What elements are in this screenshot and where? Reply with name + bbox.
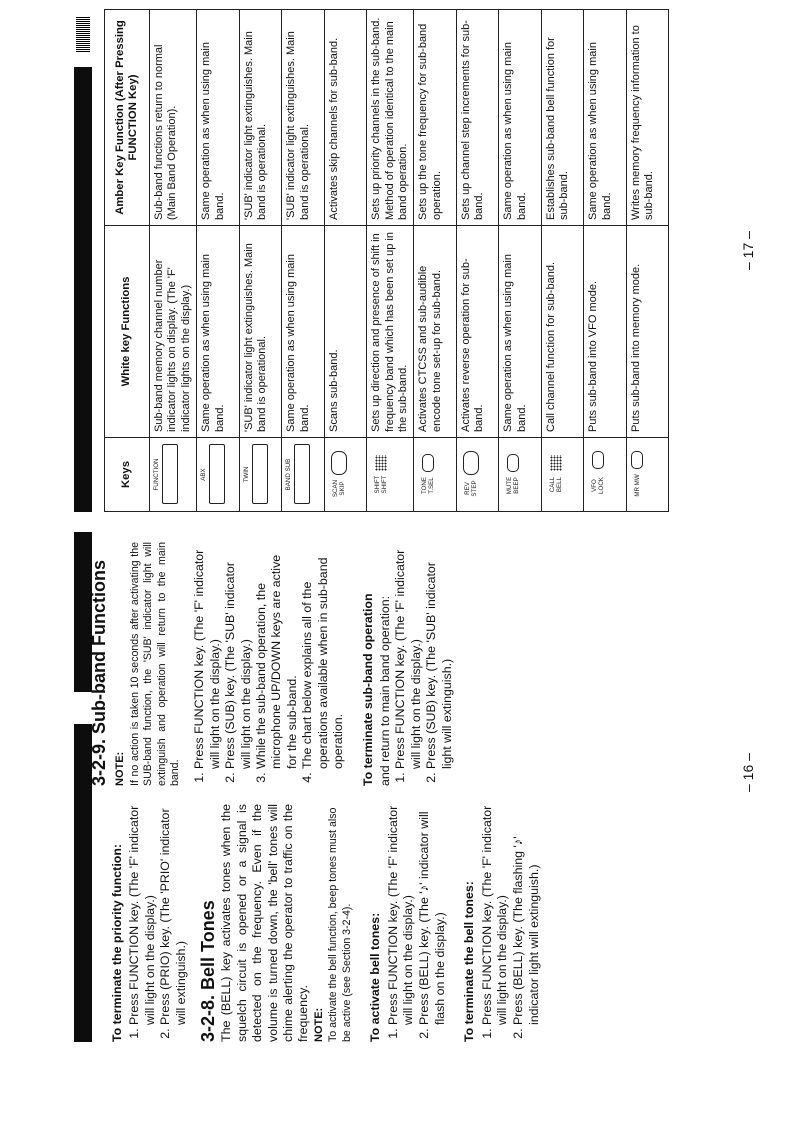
table-row <box>367 10 414 512</box>
key-cell <box>499 438 542 512</box>
key-cell <box>282 438 325 512</box>
white-cell: Puts sub-band into memory mode. <box>626 226 669 438</box>
bell-on-steps <box>386 804 449 1042</box>
table-row <box>541 10 584 512</box>
page-number-17: – 17 – <box>740 231 756 270</box>
key-cell <box>367 438 414 512</box>
table-row <box>456 10 499 512</box>
key-label: REV STEP <box>463 480 478 497</box>
subband-key-table <box>104 9 669 512</box>
key-cell <box>626 438 669 512</box>
band-sub-key-icon <box>294 445 310 505</box>
priority-off-heading: To terminate the priority function: <box>110 843 124 1042</box>
bell-off-heading: To terminate the bell tones: <box>462 881 477 1042</box>
bell-on-step-1: 1. Press FUNCTION key. (The 'F' indicator will light on the display.) <box>386 804 417 1025</box>
key-cell <box>239 438 282 512</box>
key-label: SCAN SKIP <box>331 479 346 498</box>
subband-step-3: 3. While the sub-band operation, the microphone UP/DOWN keys are active for the sub-band. <box>254 542 300 769</box>
header-white: White key Functions <box>105 226 150 438</box>
priority-off-step-1: 1. Press FUNCTION key. (The 'F' indicator will light on the display.) <box>127 804 158 1025</box>
subband-note-label: NOTE: <box>114 751 127 786</box>
key-cell <box>456 438 499 512</box>
table-row <box>414 10 457 512</box>
bell-icon: ♪ <box>416 884 432 892</box>
subband-step-1: 1. Press FUNCTION key. (The 'F' indicator will light on the display.) <box>192 542 223 769</box>
subband-note-text: If no action is taken 10 seconds after activating the SUB-band function, the 'SUB' indicator light will extinguish and operation will return to the main band. <box>128 542 182 786</box>
key-cell <box>324 438 367 512</box>
key-label: CALL BELL <box>548 476 563 493</box>
amber-cell: Sets up priority channels in the sub-band. Method of operation identical to the main band operation. <box>367 10 414 226</box>
amber-cell: Writes memory frequency information to sub-band. <box>626 10 669 226</box>
table-header-row <box>105 10 150 512</box>
table-row <box>282 10 325 512</box>
key-cell <box>150 438 197 512</box>
shift-key-dots-icon <box>375 456 387 472</box>
subband-terminate-step-1: 1. Press FUNCTION key. (The 'F' indicator will light on the display.) <box>393 542 424 769</box>
amber-cell: 'SUB' indicator light extinguishes. Main band is operational. <box>239 10 282 226</box>
subband-step-4: 4. The chart below explains all of the operations available when in sub-band operation. <box>300 542 346 769</box>
subband-terminate-heading: To terminate sub-band operation <box>360 593 375 786</box>
page-16-column-1 <box>96 804 542 1042</box>
bell-off-steps <box>480 804 543 1042</box>
subband-terminate-intro: and return to main band operation: <box>377 595 392 786</box>
page-17-header-bar <box>74 67 92 512</box>
white-cell: Same operation as when using main band. <box>282 226 325 438</box>
amber-cell: Same operation as when using main band. <box>197 10 240 226</box>
white-cell: Sets up direction and presence of shift in frequency band which has been set up in the sub-band. <box>367 226 414 438</box>
scan-key-icon <box>331 452 347 476</box>
key-cell <box>584 438 627 512</box>
amber-cell: Establishes sub-band bell function for sub-band. <box>541 10 584 226</box>
priority-off-step-2: 2. Press (PRIO) key. (The 'PRIO' indicator will extinguish.) <box>158 804 189 1025</box>
twin-key-icon <box>252 445 268 505</box>
amber-cell: Same operation as when using main band. <box>584 10 627 226</box>
abx-key-icon <box>209 445 225 505</box>
vfo-key-icon <box>592 452 604 470</box>
page-16-column-2 <box>84 542 455 786</box>
bell-tones-body: The (BELL) key activates tones when the squelch circuit is opened or a signal is detected on the frequency. Even if the volume is turned down, the 'bell' tones will chime alerting the operator to traffic on the frequency. <box>219 804 311 1042</box>
white-cell: Puts sub-band into VFO mode. <box>584 226 627 438</box>
amber-cell: Sets up channel step increments for sub-band. <box>456 10 499 226</box>
white-cell: Call channel function for sub-band. <box>541 226 584 438</box>
key-label: MR MW <box>633 474 641 497</box>
mr-key-icon <box>631 452 643 470</box>
subband-steps <box>192 542 346 786</box>
page-number-16: – 16 – <box>740 753 756 792</box>
page-17-barcode-mark <box>76 16 90 52</box>
table-row <box>197 10 240 512</box>
bell-off-step-2-b: ' indicator light will extinguish.) <box>511 836 541 1025</box>
subband-terminate-steps <box>393 542 455 786</box>
key-cell <box>197 438 240 512</box>
table-row <box>499 10 542 512</box>
call-key-dots-icon <box>550 456 562 472</box>
bell-off-step-2 <box>510 804 542 1025</box>
key-label: VFO LOCK <box>591 477 606 494</box>
bell-on-step-2-a: Press (BELL) key. (The ' <box>417 891 432 1025</box>
bell-on-step-2-b: ' indicator will flash on the display.) <box>417 811 447 1025</box>
table-row <box>150 10 197 512</box>
priority-off-steps <box>127 804 189 1042</box>
mute-key-icon <box>507 455 519 473</box>
key-label: ABX <box>200 468 208 481</box>
white-cell: Same operation as when using main band. <box>499 226 542 438</box>
white-cell: 'SUB' indicator light extinguishes. Main band is operational. <box>239 226 282 438</box>
key-label: BAND SUB <box>285 458 293 491</box>
white-cell: Scans sub-band. <box>324 226 367 438</box>
white-cell: Activates reverse operation for sub-band. <box>456 226 499 438</box>
white-cell: Sub-band memory channel number indicator lights on display. (The 'F' indicator lights on the display.) <box>150 226 197 438</box>
function-key-icon <box>162 445 178 505</box>
amber-cell: 'SUB' indicator light extinguishes. Main band is operational. <box>282 10 325 226</box>
key-label: TONE T.SEL <box>421 476 436 495</box>
bell-off-step-1: 1. Press FUNCTION key. (The 'F' indicator will light on the display.) <box>480 804 511 1025</box>
amber-cell: Activates skip channels for sub-band. <box>324 10 367 226</box>
tone-key-icon <box>422 455 434 473</box>
bell-flash-icon: ♪ <box>510 838 526 846</box>
key-label: MUTE BEEP <box>506 476 521 495</box>
table-row <box>239 10 282 512</box>
amber-cell: Sub-band functions return to normal (Main Band Operation). <box>150 10 197 226</box>
subband-terminate-step-2: 2. Press (SUB) key. (The 'SUB' indicator light will extinguish.) <box>424 542 455 769</box>
header-amber: Amber Key Function (After Pressing FUNCTION Key) <box>105 10 150 226</box>
key-label: SHIFT SHIFT <box>374 475 389 494</box>
bell-note-text: To activate the bell function, beep tones must also be active (see Section 3-2-4). <box>327 807 353 1042</box>
bell-on-heading: To activate bell tones: <box>368 912 383 1042</box>
bell-note-label: NOTE: <box>312 1007 325 1042</box>
key-cell <box>541 438 584 512</box>
amber-cell: Same operation as when using main band. <box>499 10 542 226</box>
key-cell <box>414 438 457 512</box>
bell-off-step-2-a: Press (BELL) key. (The flashing ' <box>511 845 526 1025</box>
rev-key-icon <box>463 452 479 476</box>
bell-tones-title: 3-2-8. Bell Tones <box>198 900 219 1042</box>
header-keys: Keys <box>105 438 150 512</box>
bell-on-step-2 <box>416 804 448 1025</box>
table-row <box>324 10 367 512</box>
table-row <box>626 10 669 512</box>
key-label: FUNCTION <box>153 458 160 491</box>
table-row <box>584 10 627 512</box>
key-label: TWIN <box>242 466 250 483</box>
subband-step-2: 2. Press (SUB) key. (The 'SUB' indicator will light on the display.) <box>223 542 254 769</box>
white-cell: Same operation as when using main band. <box>197 226 240 438</box>
white-cell: Activates CTCSS and sub-audible encode tone set-up for sub-band. <box>414 226 457 438</box>
subband-title: 3-2-9. Sub-band Functions <box>89 559 109 786</box>
amber-cell: Sets up the tone frequency for sub-band operation. <box>414 10 457 226</box>
